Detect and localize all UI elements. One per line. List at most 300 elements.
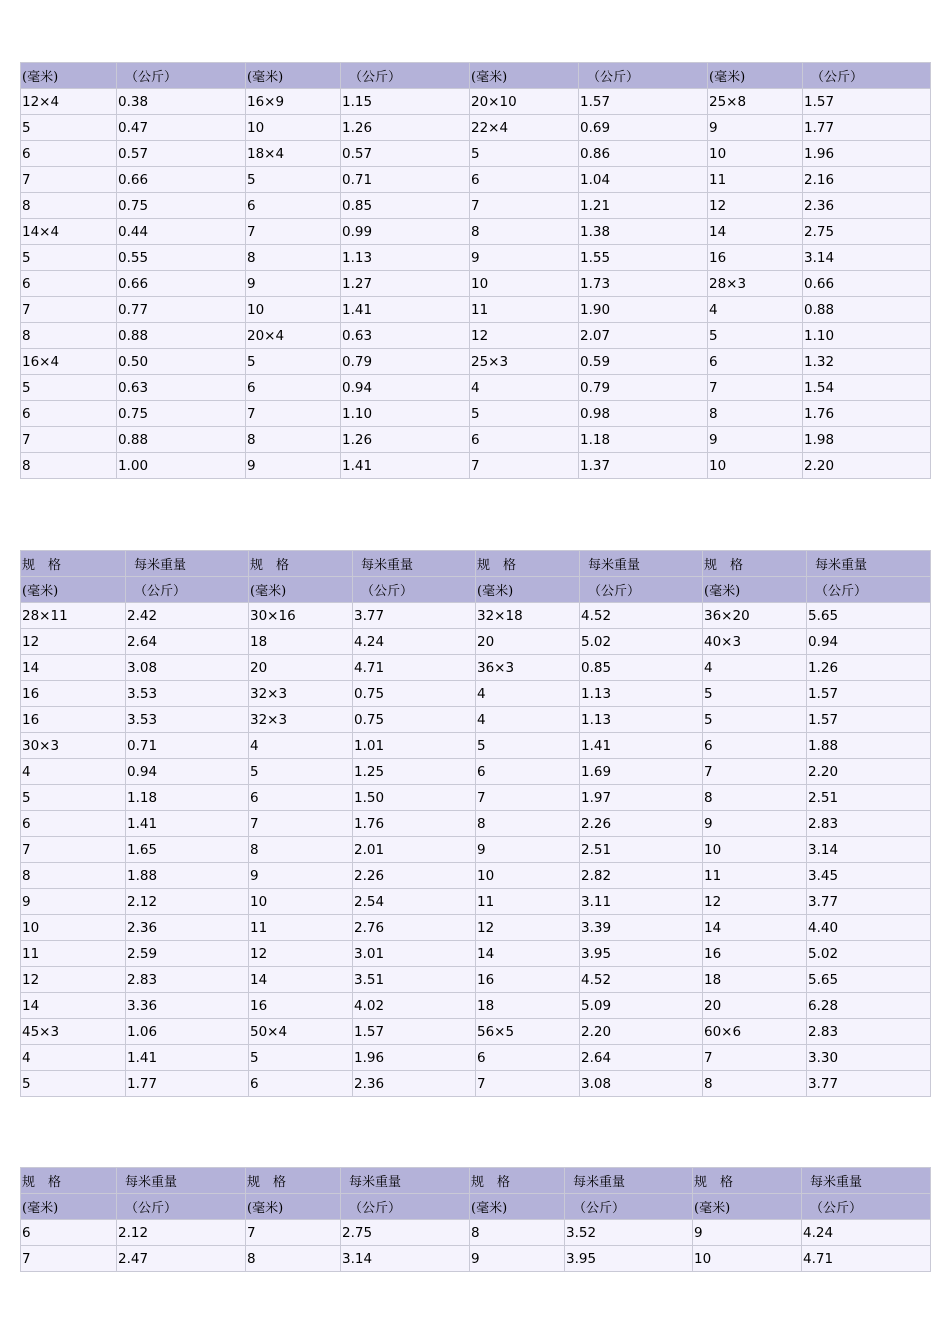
weight-cell: 1.32	[803, 349, 931, 375]
weight-cell: 1.18	[579, 427, 708, 453]
weight-cell: 0.55	[117, 245, 246, 271]
spec-cell: 18	[703, 967, 807, 993]
weight-cell: 2.51	[807, 785, 931, 811]
weight-cell: 1.26	[341, 427, 470, 453]
table-row	[21, 167, 931, 193]
weight-header-cell: （公斤）	[117, 63, 246, 89]
spec-cell: 12	[708, 193, 803, 219]
spec-cell: 6	[708, 349, 803, 375]
spec-cell: 7	[470, 193, 579, 219]
spec-cell: 10	[693, 1246, 802, 1272]
weight-cell: 0.63	[341, 323, 470, 349]
table-row	[21, 427, 931, 453]
table-row	[21, 219, 931, 245]
spec-cell: 16	[249, 993, 353, 1019]
spec-cell: 5	[21, 785, 126, 811]
weight-cell: 3.11	[580, 889, 703, 915]
weight-cell: 2.64	[580, 1045, 703, 1071]
weight-cell: 0.66	[117, 271, 246, 297]
spec-cell: 5	[21, 375, 117, 401]
weight-header-cell: （公斤）	[117, 1194, 246, 1220]
weight-header-cell: （公斤）	[580, 577, 703, 603]
spec-cell: 9	[703, 811, 807, 837]
weight-cell: 0.63	[117, 375, 246, 401]
weight-header-cell: （公斤）	[579, 63, 708, 89]
weight-cell: 1.41	[341, 453, 470, 479]
spec-cell: 8	[470, 1220, 565, 1246]
table-row	[21, 759, 931, 785]
weight-cell: 2.20	[807, 759, 931, 785]
table-row	[21, 837, 931, 863]
table-row	[21, 349, 931, 375]
weight-cell: 0.47	[117, 115, 246, 141]
table-row	[21, 401, 931, 427]
spec-cell: 12	[249, 941, 353, 967]
spec-cell: 7	[703, 759, 807, 785]
weight-cell: 2.76	[353, 915, 476, 941]
weight-cell: 3.36	[126, 993, 249, 1019]
weight-header-cell: 每米重量	[341, 1168, 470, 1194]
weight-header-cell: （公斤）	[353, 577, 476, 603]
spec-cell: 8	[246, 427, 341, 453]
table-row	[21, 245, 931, 271]
weight-cell: 1.06	[126, 1019, 249, 1045]
spec-cell: 12×4	[21, 89, 117, 115]
weight-cell: 0.99	[341, 219, 470, 245]
table-row	[21, 1246, 931, 1272]
spec-cell: 7	[21, 297, 117, 323]
weight-cell: 4.40	[807, 915, 931, 941]
weight-cell: 0.79	[341, 349, 470, 375]
weight-cell: 0.44	[117, 219, 246, 245]
spec-cell: 5	[708, 323, 803, 349]
table-body	[21, 551, 931, 1097]
weight-cell: 2.12	[117, 1220, 246, 1246]
spec-cell: 5	[476, 733, 580, 759]
spec-cell: 14	[703, 915, 807, 941]
weight-cell: 2.59	[126, 941, 249, 967]
weight-cell: 2.64	[126, 629, 249, 655]
spec-cell: 5	[249, 759, 353, 785]
weight-cell: 4.71	[353, 655, 476, 681]
spec-cell: 5	[21, 115, 117, 141]
weight-cell: 1.88	[126, 863, 249, 889]
spec-cell: 36×20	[703, 603, 807, 629]
spec-cell: 4	[476, 707, 580, 733]
spec-cell: 56×5	[476, 1019, 580, 1045]
spec-cell: 6	[470, 167, 579, 193]
spec-cell: 10	[470, 271, 579, 297]
spec-cell: 7	[708, 375, 803, 401]
spec-cell: 7	[476, 785, 580, 811]
spec-cell: 10	[21, 915, 126, 941]
spec-cell: 8	[703, 1071, 807, 1097]
weight-header-cell: 每米重量	[580, 551, 703, 577]
spec-cell: 8	[708, 401, 803, 427]
weight-cell: 2.36	[126, 915, 249, 941]
table-row	[21, 603, 931, 629]
weight-cell: 0.77	[117, 297, 246, 323]
spec-header-cell: (毫米)	[21, 63, 117, 89]
spec-cell: 8	[476, 811, 580, 837]
table-row	[21, 271, 931, 297]
weight-cell: 1.15	[341, 89, 470, 115]
table-row	[21, 655, 931, 681]
weight-cell: 1.41	[341, 297, 470, 323]
spec-cell: 8	[703, 785, 807, 811]
spec-cell: 16×9	[246, 89, 341, 115]
table-row	[21, 993, 931, 1019]
weight-cell: 2.07	[579, 323, 708, 349]
weight-cell: 0.69	[579, 115, 708, 141]
spec-header-cell: (毫米)	[703, 577, 807, 603]
spec-header-cell: (毫米)	[246, 1194, 341, 1220]
spec-cell: 11	[249, 915, 353, 941]
spec-cell: 7	[21, 427, 117, 453]
weight-cell: 2.75	[803, 219, 931, 245]
weight-cell: 0.98	[579, 401, 708, 427]
weight-cell: 2.12	[126, 889, 249, 915]
weight-cell: 1.88	[807, 733, 931, 759]
weight-cell: 2.47	[117, 1246, 246, 1272]
weight-cell: 3.30	[807, 1045, 931, 1071]
weight-cell: 2.83	[807, 811, 931, 837]
spec-cell: 14	[708, 219, 803, 245]
table-row	[21, 941, 931, 967]
weight-cell: 0.94	[126, 759, 249, 785]
weight-header-cell: （公斤）	[565, 1194, 693, 1220]
table-header-row	[21, 577, 931, 603]
spec-cell: 8	[21, 193, 117, 219]
spec-cell: 12	[470, 323, 579, 349]
spec-header-cell: 规 格	[249, 551, 353, 577]
spec-cell: 12	[21, 629, 126, 655]
weight-table-3	[20, 1167, 931, 1272]
weight-cell: 0.88	[117, 323, 246, 349]
weight-cell: 0.75	[117, 401, 246, 427]
spec-cell: 7	[246, 219, 341, 245]
spec-cell: 12	[703, 889, 807, 915]
weight-cell: 1.73	[579, 271, 708, 297]
table-row	[21, 297, 931, 323]
weight-cell: 3.51	[353, 967, 476, 993]
weight-header-cell: （公斤）	[341, 1194, 470, 1220]
spec-cell: 9	[693, 1220, 802, 1246]
weight-cell: 0.50	[117, 349, 246, 375]
weight-cell: 2.26	[580, 811, 703, 837]
spec-cell: 7	[21, 837, 126, 863]
spec-cell: 20	[249, 655, 353, 681]
table-row	[21, 375, 931, 401]
weight-cell: 1.21	[579, 193, 708, 219]
weight-cell: 1.10	[341, 401, 470, 427]
weight-header-cell: 每米重量	[565, 1168, 693, 1194]
spec-cell: 18×4	[246, 141, 341, 167]
weight-cell: 4.71	[802, 1246, 931, 1272]
weight-cell: 5.65	[807, 603, 931, 629]
spec-cell: 25×3	[470, 349, 579, 375]
spec-cell: 20	[476, 629, 580, 655]
weight-cell: 3.08	[580, 1071, 703, 1097]
weight-header-cell: （公斤）	[807, 577, 931, 603]
weight-cell: 3.77	[807, 889, 931, 915]
weight-cell: 1.57	[579, 89, 708, 115]
table-body	[21, 1168, 931, 1272]
weight-header-cell: （公斤）	[341, 63, 470, 89]
table-header-row	[21, 1194, 931, 1220]
spec-cell: 16	[703, 941, 807, 967]
table-row	[21, 89, 931, 115]
weight-table-2	[20, 550, 931, 1097]
weight-cell: 3.45	[807, 863, 931, 889]
spec-header-cell: (毫米)	[476, 577, 580, 603]
spec-cell: 16	[476, 967, 580, 993]
table-header-row	[21, 63, 931, 89]
weight-cell: 1.13	[341, 245, 470, 271]
weight-cell: 3.14	[341, 1246, 470, 1272]
weight-cell: 4.52	[580, 967, 703, 993]
spec-cell: 8	[21, 323, 117, 349]
table-row	[21, 141, 931, 167]
spec-cell: 10	[249, 889, 353, 915]
spec-cell: 12	[476, 915, 580, 941]
spec-header-cell: (毫米)	[246, 63, 341, 89]
spec-cell: 11	[476, 889, 580, 915]
spec-header-cell: (毫米)	[470, 1194, 565, 1220]
weight-header-cell: 每米重量	[802, 1168, 931, 1194]
spec-cell: 5	[703, 707, 807, 733]
weight-cell: 0.85	[580, 655, 703, 681]
weight-cell: 5.65	[807, 967, 931, 993]
spec-cell: 20	[703, 993, 807, 1019]
weight-cell: 2.54	[353, 889, 476, 915]
spec-cell: 6	[21, 811, 126, 837]
weight-cell: 4.52	[580, 603, 703, 629]
spec-header-cell: (毫米)	[21, 577, 126, 603]
spec-cell: 4	[21, 1045, 126, 1071]
weight-cell: 1.41	[126, 1045, 249, 1071]
spec-cell: 5	[246, 167, 341, 193]
weight-cell: 1.27	[341, 271, 470, 297]
weight-header-cell: 每米重量	[117, 1168, 246, 1194]
spec-cell: 6	[21, 1220, 117, 1246]
weight-cell: 5.02	[580, 629, 703, 655]
weight-cell: 1.54	[803, 375, 931, 401]
weight-cell: 2.75	[341, 1220, 470, 1246]
weight-cell: 0.66	[117, 167, 246, 193]
spec-header-cell: (毫米)	[470, 63, 579, 89]
table-row	[21, 811, 931, 837]
weight-cell: 1.90	[579, 297, 708, 323]
weight-cell: 1.37	[579, 453, 708, 479]
weight-cell: 4.24	[802, 1220, 931, 1246]
weight-cell: 1.13	[580, 681, 703, 707]
spec-cell: 18	[476, 993, 580, 1019]
spec-header-cell: (毫米)	[21, 1194, 117, 1220]
table-row	[21, 323, 931, 349]
weight-cell: 2.82	[580, 863, 703, 889]
weight-cell: 2.51	[580, 837, 703, 863]
spec-cell: 7	[249, 811, 353, 837]
weight-cell: 1.96	[353, 1045, 476, 1071]
spec-cell: 8	[21, 863, 126, 889]
spec-cell: 9	[476, 837, 580, 863]
weight-cell: 3.77	[353, 603, 476, 629]
weight-header-cell: （公斤）	[803, 63, 931, 89]
table-row	[21, 193, 931, 219]
spec-cell: 10	[246, 297, 341, 323]
spec-cell: 16	[708, 245, 803, 271]
weight-cell: 3.14	[803, 245, 931, 271]
weight-header-cell: （公斤）	[126, 577, 249, 603]
weight-cell: 1.98	[803, 427, 931, 453]
weight-cell: 0.75	[353, 681, 476, 707]
table-row	[21, 681, 931, 707]
spec-cell: 60×6	[703, 1019, 807, 1045]
spec-cell: 4	[708, 297, 803, 323]
spec-header-cell: 规 格	[246, 1168, 341, 1194]
weight-cell: 5.02	[807, 941, 931, 967]
spec-cell: 5	[21, 1071, 126, 1097]
spec-cell: 22×4	[470, 115, 579, 141]
weight-cell: 0.94	[807, 629, 931, 655]
spec-cell: 45×3	[21, 1019, 126, 1045]
spec-cell: 40×3	[703, 629, 807, 655]
weight-cell: 2.26	[353, 863, 476, 889]
weight-cell: 1.13	[580, 707, 703, 733]
weight-cell: 1.41	[126, 811, 249, 837]
weight-cell: 1.18	[126, 785, 249, 811]
spec-cell: 14	[21, 655, 126, 681]
spec-cell: 6	[470, 427, 579, 453]
weight-cell: 0.57	[117, 141, 246, 167]
spec-cell: 25×8	[708, 89, 803, 115]
spec-cell: 14	[476, 941, 580, 967]
weight-cell: 1.69	[580, 759, 703, 785]
weight-cell: 3.01	[353, 941, 476, 967]
weight-cell: 0.59	[579, 349, 708, 375]
weight-cell: 3.53	[126, 707, 249, 733]
spec-cell: 7	[21, 1246, 117, 1272]
weight-cell: 0.71	[341, 167, 470, 193]
spec-cell: 32×3	[249, 681, 353, 707]
weight-cell: 2.16	[803, 167, 931, 193]
weight-cell: 3.39	[580, 915, 703, 941]
spec-cell: 50×4	[249, 1019, 353, 1045]
spec-cell: 5	[21, 245, 117, 271]
weight-header-cell: 每米重量	[807, 551, 931, 577]
weight-cell: 0.66	[803, 271, 931, 297]
spec-cell: 7	[246, 401, 341, 427]
weight-cell: 0.75	[117, 193, 246, 219]
spec-cell: 6	[249, 1071, 353, 1097]
spec-cell: 30×16	[249, 603, 353, 629]
weight-cell: 2.36	[353, 1071, 476, 1097]
weight-cell: 3.95	[580, 941, 703, 967]
spec-header-cell: 规 格	[703, 551, 807, 577]
weight-cell: 0.94	[341, 375, 470, 401]
table-row	[21, 1019, 931, 1045]
spec-cell: 8	[246, 1246, 341, 1272]
weight-cell: 3.08	[126, 655, 249, 681]
table-row	[21, 733, 931, 759]
weight-cell: 1.57	[803, 89, 931, 115]
table-body	[21, 63, 931, 479]
spec-cell: 20×10	[470, 89, 579, 115]
weight-cell: 1.26	[341, 115, 470, 141]
spec-cell: 6	[703, 733, 807, 759]
spec-cell: 18	[249, 629, 353, 655]
spec-cell: 9	[246, 271, 341, 297]
weight-cell: 1.57	[807, 707, 931, 733]
spec-cell: 9	[708, 115, 803, 141]
weight-cell: 0.85	[341, 193, 470, 219]
weight-cell: 0.57	[341, 141, 470, 167]
weight-cell: 1.00	[117, 453, 246, 479]
weight-cell: 0.88	[117, 427, 246, 453]
weight-cell: 3.77	[807, 1071, 931, 1097]
spec-header-cell: 规 格	[470, 1168, 565, 1194]
table-row	[21, 785, 931, 811]
spec-cell: 10	[246, 115, 341, 141]
weight-cell: 0.86	[579, 141, 708, 167]
spec-cell: 9	[470, 1246, 565, 1272]
spec-cell: 6	[476, 1045, 580, 1071]
table-row	[21, 1220, 931, 1246]
weight-cell: 0.71	[126, 733, 249, 759]
weight-cell: 3.14	[807, 837, 931, 863]
spec-cell: 11	[470, 297, 579, 323]
spec-cell: 12	[21, 967, 126, 993]
spec-cell: 4	[21, 759, 126, 785]
weight-cell: 0.79	[579, 375, 708, 401]
spec-cell: 9	[249, 863, 353, 889]
spec-cell: 11	[708, 167, 803, 193]
weight-cell: 0.38	[117, 89, 246, 115]
weight-cell: 2.20	[803, 453, 931, 479]
weight-cell: 2.01	[353, 837, 476, 863]
weight-cell: 2.20	[580, 1019, 703, 1045]
spec-cell: 32×18	[476, 603, 580, 629]
spec-cell: 8	[249, 837, 353, 863]
table-row	[21, 115, 931, 141]
spec-cell: 10	[476, 863, 580, 889]
weight-cell: 4.02	[353, 993, 476, 1019]
weight-cell: 1.10	[803, 323, 931, 349]
weight-cell: 1.57	[353, 1019, 476, 1045]
weight-cell: 2.83	[807, 1019, 931, 1045]
weight-cell: 1.55	[579, 245, 708, 271]
weight-cell: 0.75	[353, 707, 476, 733]
spec-cell: 16	[21, 707, 126, 733]
weight-header-cell: 每米重量	[353, 551, 476, 577]
spec-cell: 6	[21, 271, 117, 297]
spec-cell: 9	[708, 427, 803, 453]
weight-cell: 1.41	[580, 733, 703, 759]
weight-cell: 1.77	[803, 115, 931, 141]
spec-cell: 5	[470, 401, 579, 427]
weight-cell: 1.77	[126, 1071, 249, 1097]
spec-cell: 7	[470, 453, 579, 479]
table-header-row	[21, 1168, 931, 1194]
weight-cell: 1.26	[807, 655, 931, 681]
weight-cell: 2.42	[126, 603, 249, 629]
spec-cell: 10	[708, 453, 803, 479]
table-row	[21, 889, 931, 915]
weight-table-1	[20, 62, 931, 479]
spec-cell: 6	[246, 375, 341, 401]
spec-cell: 7	[21, 167, 117, 193]
